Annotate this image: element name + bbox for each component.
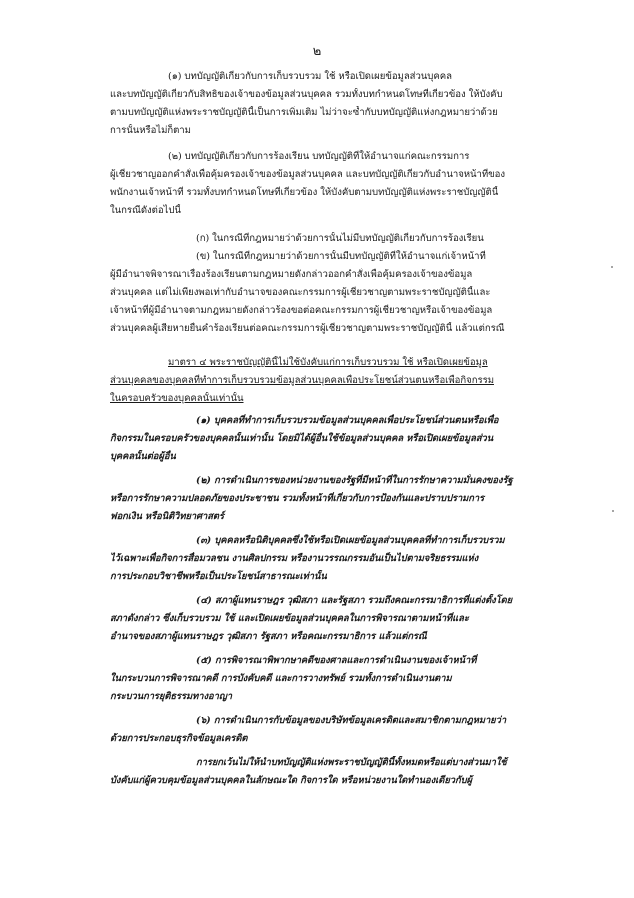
text-line: (๖) การดำเนินการกับข้อมูลของบริษัทข้อมูลเครดิตและสมาชิกตามกฎหมายว่า — [196, 715, 507, 726]
text-line: (๑) บทบัญญัติเกี่ยวกับการเก็บรวบรวม ใช้ หรือเปิดเผยข้อมูลส่วนบุคคล — [168, 71, 452, 82]
text-line: (๒) บทบัญญัติเกี่ยวกับการร้องเรียน บทบัญญัติที่ให้อำนาจแก่คณะกรรมการ — [168, 151, 470, 162]
text-line: ผู้มีอำนาจพิจารณาเรื่องร้องเรียนตามกฎหมายดังกล่าวออกคำสั่งเพื่อคุ้มครองเจ้าของข้อมูล — [110, 269, 473, 280]
scan-speck — [612, 510, 614, 512]
text-line: ตามบทบัญญัติแห่งพระราชบัญญัตินี้เป็นการเพิ่มเติม ไม่ว่าจะซ้ำกับบทบัญญัติแห่งกฎหมายว่าด้วย — [110, 107, 498, 118]
text-line: ไว้เฉพาะเพื่อกิจการสื่อมวลชน งานศิลปกรรม หรืองานวรรณกรรมอันเป็นไปตามจริยธรรมแห่ง — [110, 553, 479, 564]
text-line: อำนาจของสภาผู้แทนราษฎร วุฒิสภา รัฐสภา หรือคณะกรรมาธิการ แล้วแต่กรณี — [110, 631, 427, 642]
text-line: บุคคลนั้นต่อผู้อื่น — [110, 451, 176, 462]
text-line: การนั้นหรือไม่ก็ตาม — [110, 125, 191, 136]
text-line: (๒) การดำเนินการของหน่วยงานของรัฐที่มีหน้าที่ในการรักษาความมั่นคงของรัฐ — [196, 475, 513, 486]
text-line: (๕) การพิจารณาพิพากษาคดีของศาลและการดำเนินงานของเจ้าหน้าที่ — [196, 655, 477, 666]
scan-speck — [611, 266, 613, 268]
text-line: ส่วนบุคคลผู้เสียหายยื่นคำร้องเรียนต่อคณะกรรมการผู้เชี่ยวชาญตามพระราชบัญญัตินี้ แล้วแต่กรณี — [110, 323, 505, 334]
text-line: (๔) สภาผู้แทนราษฎร วุฒิสภา และรัฐสภา รวมถึงคณะกรรมาธิการที่แต่งตั้งโดย — [196, 595, 513, 606]
text-line: กระบวนการยุติธรรมทางอาญา — [110, 691, 232, 702]
text-line: เจ้าหน้าที่ผู้มีอำนาจตามกฎหมายดังกล่าวร้องขอต่อคณะกรรมการผู้เชี่ยวชาญหรือเจ้าของข้อมูล — [110, 305, 493, 316]
text-line: การประกอบวิชาชีพหรือเป็นประโยชน์สาธารณะเท่านั้น — [110, 571, 327, 582]
section-heading: มาตรา ๔ พระราชบัญญัตินี้ไม่ใช้บังคับแก่การเก็บรวบรวม ใช้ หรือเปิดเผยข้อมูล — [168, 357, 488, 368]
text-line: ส่วนบุคคล แต่ไม่เพียงพอเท่ากับอำนาจของคณะกรรมการผู้เชี่ยวชาญตามพระราชบัญญัตินี้และ — [110, 287, 491, 298]
text-line: ด้วยการประกอบธุรกิจข้อมูลเครดิต — [110, 733, 248, 744]
page-number: ๒ — [312, 44, 322, 59]
text-line: ส่วนบุคคลของบุคคลที่ทำการเก็บรวบรวมข้อมูลส่วนบุคคลเพื่อประโยชน์ส่วนตนหรือเพื่อกิจกรรม — [110, 375, 494, 386]
text-line: กิจกรรมในครอบครัวของบุคคลนั้นเท่านั้น โดยมิได้ผู้อื่นใช้ข้อมูลส่วนบุคคล หรือเปิดเผยข้อมูลส่วน — [110, 433, 494, 444]
text-line: (๓) บุคคลหรือนิติบุคคลซึ่งใช้หรือเปิดเผยข้อมูลส่วนบุคคลที่ทำการเก็บรวบรวม — [196, 535, 505, 546]
text-line: สภาดังกล่าว ซึ่งเก็บรวบรวม ใช้ และเปิดเผยข้อมูลส่วนบุคคลในการพิจารณาตามหน้าที่และ — [110, 613, 469, 624]
text-line: ผู้เชี่ยวชาญออกคำสั่งเพื่อคุ้มครองเจ้าของข้อมูลส่วนบุคคล และบทบัญญัติเกี่ยวกับอำนาจหน้าที่ของ — [110, 169, 506, 180]
text-line: (ข) ในกรณีที่กฎหมายว่าด้วยการนั้นมีบทบัญญัติที่ให้อำนาจแก่เจ้าหน้าที่ — [196, 251, 486, 262]
text-line: บังคับแก่ผู้ควบคุมข้อมูลส่วนบุคคลในลักษณะใด กิจการใด หรือหน่วยงานใดทำนองเดียวกับผู้ — [110, 775, 472, 786]
text-line: และบทบัญญัติเกี่ยวกับสิทธิของเจ้าของข้อมูลส่วนบุคคล รวมทั้งบทกำหนดโทษที่เกี่ยวข้อง ให้บังคับ — [110, 89, 503, 100]
text-line: หรือการรักษาความปลอดภัยของประชาชน รวมทั้งหน้าที่เกี่ยวกับการป้องกันและปราบปรามการ — [110, 493, 485, 504]
text-line: ฟอกเงิน หรือนิติวิทยาศาสตร์ — [110, 511, 224, 522]
text-line: (๑) บุคคลที่ทำการเก็บรวบรวมข้อมูลส่วนบุคคลเพื่อประโยชน์ส่วนตนหรือเพื่อ — [196, 415, 499, 426]
text-line: ในกรณีดังต่อไปนี้ — [110, 205, 181, 216]
text-line: ในกระบวนการพิจารณาคดี การบังคับคดี และการวางทรัพย์ รวมทั้งการดำเนินงานตาม — [110, 673, 452, 684]
text-line: ในครอบครัวของบุคคลนั้นเท่านั้น — [110, 393, 244, 404]
text-line: พนักงานเจ้าหน้าที่ รวมทั้งบทกำหนดโทษที่เกี่ยวข้อง ให้บังคับตามบทบัญญัติแห่งพระราชบัญญัตินี้ — [110, 187, 499, 198]
text-line: การยกเว้นไม่ให้นำบทบัญญัติแห่งพระราชบัญญัตินี้ทั้งหมดหรือแต่บางส่วนมาใช้ — [196, 757, 507, 768]
text-line: (ก) ในกรณีที่กฎหมายว่าด้วยการนั้นไม่มีบทบัญญัติเกี่ยวกับการร้องเรียน — [196, 233, 484, 244]
